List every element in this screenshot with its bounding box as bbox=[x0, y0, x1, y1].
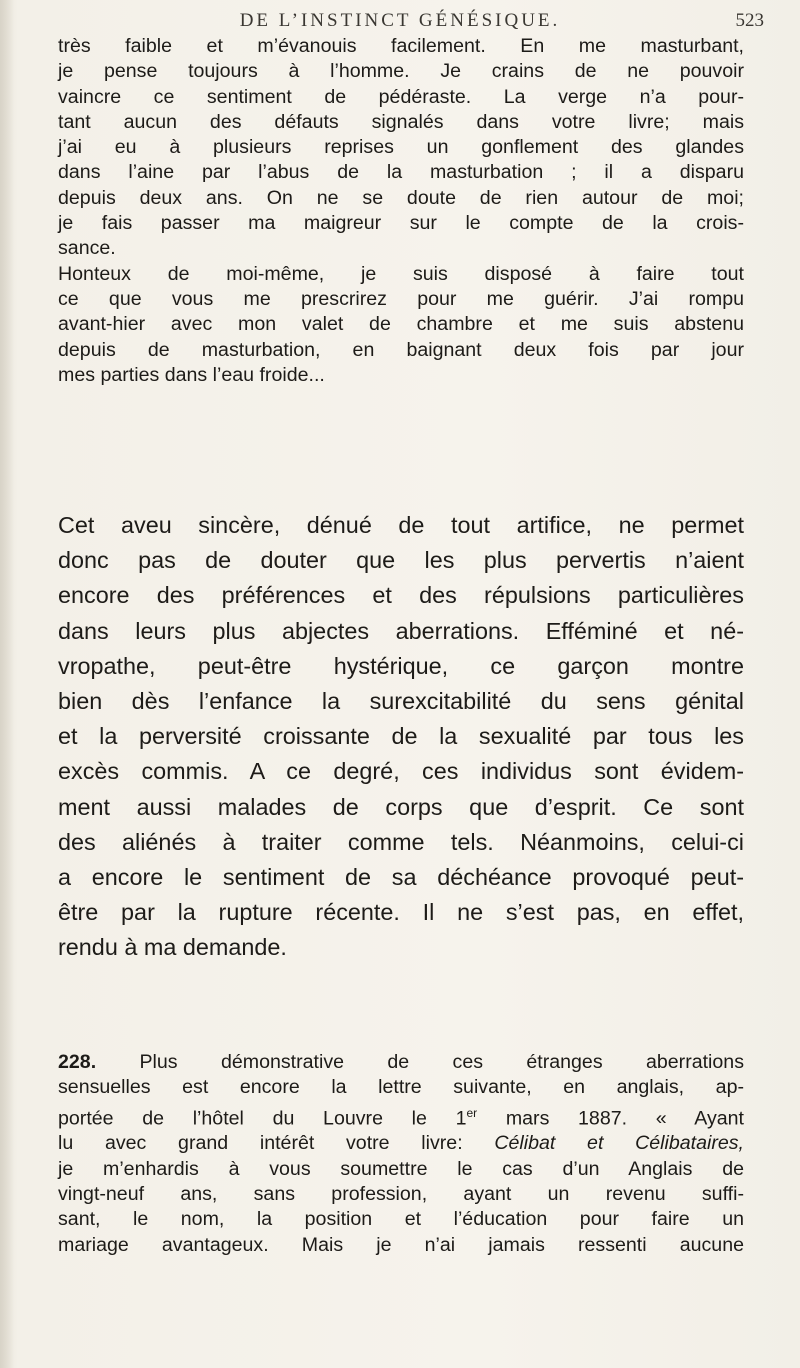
quoted-letter-text bbox=[58, 34, 744, 388]
text-line: et la perversité croissante de la sexualité par tous les bbox=[58, 723, 744, 750]
section-number: 228. bbox=[58, 1051, 97, 1073]
text-line: a encore le sentiment de sa déchéance provoqué peut- bbox=[58, 864, 744, 891]
page-header bbox=[0, 6, 800, 36]
text-line: très faible et m’évanouis facilement. En me masturbant, bbox=[58, 35, 744, 57]
text-line: excès commis. A ce degré, ces individus sont évidem- bbox=[58, 758, 744, 785]
text-line: Honteux de moi-même, je suis disposé à faire tout bbox=[58, 262, 744, 285]
text-line bbox=[58, 1131, 744, 1156]
text-line: être par la rupture récente. Il ne s’est pas, en effet, bbox=[58, 899, 744, 926]
text-line: ment aussi malades de corps que d’esprit. Ce sont bbox=[58, 793, 744, 820]
text-line: tant aucun des défauts signalés dans votre livre; mais bbox=[58, 110, 744, 133]
text-line: vaincre ce sentiment de pédéraste. La verge n’a pour- bbox=[58, 85, 744, 108]
book-title: Célibat et Célibataires, bbox=[494, 1132, 744, 1155]
text-line: sance. bbox=[58, 237, 116, 260]
page-number: 523 bbox=[735, 10, 764, 31]
text-span: Plus démonstrative de ces étranges aberrations bbox=[96, 1051, 744, 1073]
text-span: lu avec grand intérêt votre livre: bbox=[58, 1132, 495, 1155]
text-line: dans leurs plus abjectes aberrations. Efféminé et né- bbox=[58, 617, 744, 644]
text-line: Cet aveu sincère, dénué de tout artifice, ne permet bbox=[58, 512, 744, 538]
text-line: depuis de masturbation, en baignant deux fois par jour bbox=[58, 338, 744, 361]
text-line: dans l’aine par l’abus de la masturbation ; il a disparu bbox=[58, 161, 744, 184]
text-line: rendu à ma demande. bbox=[58, 934, 287, 961]
text-line bbox=[58, 1050, 744, 1075]
running-title: DE L’INSTINCT GÉNÉSIQUE. bbox=[239, 10, 561, 31]
text-line: ce que vous me prescrirez pour me guérir. J’ai rompu bbox=[58, 287, 744, 310]
text-line: je m’enhardis à vous soumettre le cas d’un Anglais de bbox=[58, 1157, 744, 1180]
text-span: portée de l’hôtel du Louvre le 1 bbox=[58, 1107, 467, 1130]
text-line: mes parties dans l’eau froide... bbox=[58, 363, 325, 386]
text-line: mariage avantageux. Mais je n’ai jamais ressenti aucune bbox=[58, 1233, 744, 1256]
text-line: je pense toujours à l’homme. Je crains de ne pouvoir bbox=[58, 60, 744, 83]
author-commentary bbox=[58, 508, 744, 966]
text-line: depuis deux ans. On ne se doute de rien autour de moi; bbox=[58, 186, 744, 209]
text-line: des aliénés à traiter comme tels. Néanmoins, celui-ci bbox=[58, 828, 744, 855]
section-228 bbox=[58, 1050, 744, 1258]
text-line: donc pas de douter que les plus pervertis n’aient bbox=[58, 547, 744, 574]
text-line: j’ai eu à plusieurs reprises un gonflement des glandes bbox=[58, 136, 744, 159]
text-line: vropathe, peut-être hystérique, ce garçon montre bbox=[58, 652, 744, 679]
text-line: sant, le nom, la position et l’éducation pour faire un bbox=[58, 1208, 744, 1231]
page-gutter-shadow bbox=[0, 0, 14, 1368]
text-line: avant-hier avec mon valet de chambre et me suis abstenu bbox=[58, 313, 744, 336]
text-line: encore des préférences et des répulsions particulières bbox=[58, 582, 744, 609]
text-line bbox=[58, 1101, 744, 1132]
ordinal-superscript: er bbox=[466, 1105, 478, 1120]
text-line: bien dès l’enfance la surexcitabilité du sens génital bbox=[58, 688, 744, 715]
text-line: sensuelles est encore la lettre suivante, en anglais, ap- bbox=[58, 1076, 744, 1099]
text-line: vingt-neuf ans, sans profession, ayant un revenu suffi- bbox=[58, 1183, 744, 1206]
text-span: mars 1887. « Ayant bbox=[477, 1107, 744, 1130]
text-line: je fais passer ma maigreur sur le compte de la crois- bbox=[58, 212, 744, 235]
